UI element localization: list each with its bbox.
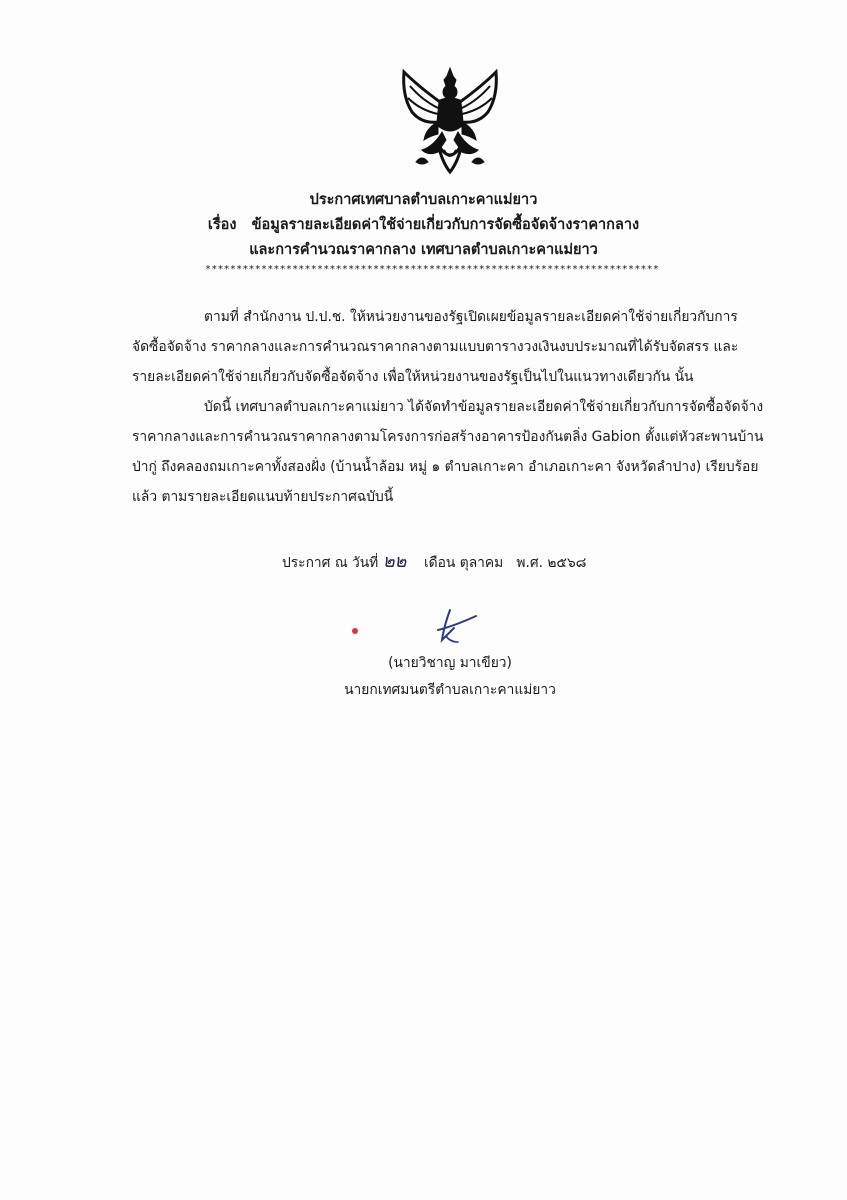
agency-title: ประกาศเทศบาลตำบลเกาะคาแม่ยาว (309, 192, 538, 208)
paragraph-2-line-2: ราคากลางและการคำนวณราคากลางตามโครงการก่อสร้างอาคารป้องกันตลิ่ง Gabion ตั้งแต่หัวสะพานบ้าน (132, 429, 764, 445)
body-paragraph-2 (132, 392, 796, 512)
signer-name: (นายวิชาญ มาเขียว) (388, 655, 512, 671)
paragraph-1-line-1: ตามที่ สำนักงาน ป.ป.ช. ให้หน่วยงานของรัฐเปิดเผยข้อมูลรายละเอียดค่าใช้จ่ายเกี่ยวกับการ (204, 309, 738, 325)
document-subject: เรื่อง ข้อมูลรายละเอียดค่าใช้จ่ายเกี่ยวกับการจัดซื้อจัดจ้างราคากลาง (207, 217, 640, 233)
separator-line: ************************************************************************* (205, 264, 660, 275)
date-day-handwritten: ๒๒ (382, 551, 407, 572)
paragraph-2-line-3: ป่ากู่ ถึงคลองถมเกาะคาทั้งสองฝั่ง (บ้านน้ำล้อม หมู่ ๑ ตำบลเกาะคา อำเภอเกาะคา จังหวัดลำปาง) เรียบร้อย (132, 459, 759, 475)
red-ink-dot (352, 628, 358, 634)
garuda-emblem-icon (398, 66, 502, 176)
date-prefix: ประกาศ ณ วันที่ (282, 555, 379, 571)
signer-position: นายกเทศมนตรีตำบลเกาะคาแม่ยาว (344, 682, 556, 698)
document-subject-continued: และการคำนวณราคากลาง เทศบาลตำบลเกาะคาแม่ยาว (249, 242, 598, 258)
paragraph-1-line-3: รายละเอียดค่าใช้จ่ายเกี่ยวกับจัดซื้อจัดจ้าง เพื่อให้หน่วยงานของรัฐเป็นไปในแนวทางเดียวกัน นั้น (132, 369, 694, 385)
paragraph-1-line-2: จัดซื้อจัดจ้าง ราคากลางและการคำนวณราคากลางตามแบบตารางวงเงินงบประมาณที่ได้รับจัดสรร และ (132, 339, 739, 355)
paragraph-2-line-1: บัดนี้ เทศบาลตำบลเกาะคาแม่ยาว ได้จัดทำข้อมูลรายละเอียดค่าใช้จ่ายเกี่ยวกับการจัดซื้อจัดจ้าง (204, 399, 764, 415)
announcement-date (282, 548, 586, 577)
date-year: พ.ศ. ๒๕๖๘ (516, 555, 587, 571)
handwritten-signature-icon (420, 606, 490, 654)
body-paragraph-1 (132, 302, 796, 392)
date-month: เดือน ตุลาคม (423, 555, 504, 571)
paragraph-2-line-4: แล้ว ตามรายละเอียดแนบท้ายประกาศฉบับนี้ (132, 489, 394, 505)
